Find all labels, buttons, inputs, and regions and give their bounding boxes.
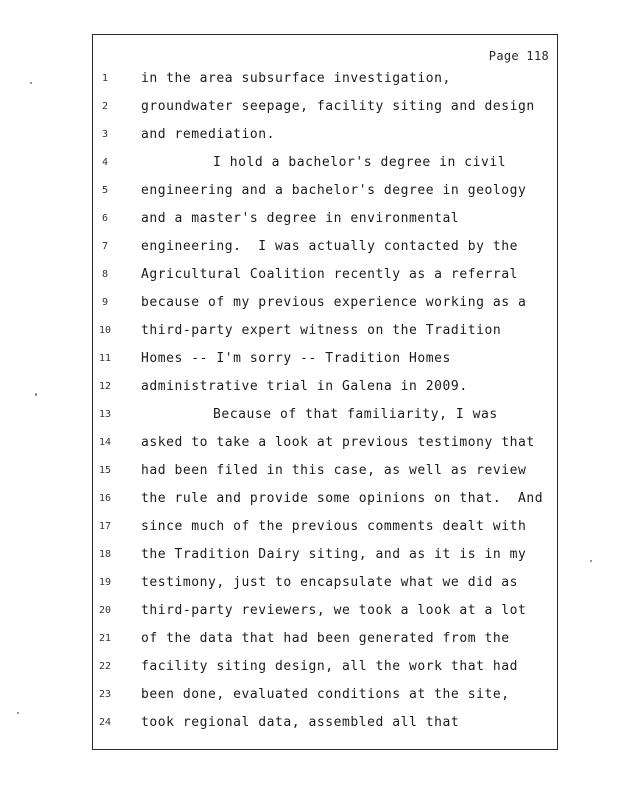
line-number: 24 [98,717,112,728]
line-text: facility siting design, all the work that had [141,659,518,674]
line-text: Homes -- I'm sorry -- Tradition Homes [141,351,451,366]
line-number: 3 [101,129,109,140]
transcript-line [93,685,557,705]
transcript-line [93,321,557,341]
scan-speck [35,393,37,396]
transcript-line [93,125,557,145]
line-text: third-party reviewers, we took a look at a lot [141,603,527,618]
line-number: 8 [101,269,109,280]
transcript-line [93,237,557,257]
line-text: since much of the previous comments dealt with [141,519,527,534]
line-text: of the data that had been generated from the [141,631,510,646]
transcript-line [93,97,557,117]
line-text: and a master's degree in environmental [141,211,460,226]
line-text: groundwater seepage, facility siting and design [141,99,535,114]
line-number: 6 [101,213,109,224]
line-text: in the area subsurface investigation, [141,71,451,86]
line-text: had been filed in this case, as well as review [141,463,527,478]
transcript-lines [93,35,557,749]
line-number: 12 [98,381,112,392]
line-text: Agricultural Coalition recently as a referral [141,267,518,282]
line-number: 13 [98,409,112,420]
line-text: third-party expert witness on the Tradition [141,323,502,338]
line-number: 23 [98,689,112,700]
line-text: been done, evaluated conditions at the site, [141,687,510,702]
line-text: the rule and provide some opinions on that. And [141,491,544,506]
transcript-line [93,293,557,313]
transcript-line [93,405,557,425]
line-text: testimony, just to encapsulate what we did as [141,575,518,590]
transcript-line [93,377,557,397]
line-text: and remediation. [141,127,276,142]
line-text: administrative trial in Galena in 2009. [141,379,468,394]
transcript-line [93,601,557,621]
transcript-line [93,573,557,593]
line-number: 20 [98,605,112,616]
line-number: 1 [101,73,109,84]
transcript-line [93,489,557,509]
transcript-line [93,545,557,565]
transcript-line [93,713,557,733]
transcript-line [93,657,557,677]
line-number: 7 [101,241,109,252]
transcript-line [93,209,557,229]
transcript-line [93,629,557,649]
line-text: the Tradition Dairy siting, and as it is in my [141,547,527,562]
line-number: 10 [98,325,112,336]
transcript-line [93,517,557,537]
line-number: 19 [98,577,112,588]
transcript-line [93,265,557,285]
line-number: 14 [98,437,112,448]
transcript-page [92,34,558,750]
line-number: 9 [101,297,109,308]
line-number: 22 [98,661,112,672]
line-number: 17 [98,521,112,532]
line-number: 18 [98,549,112,560]
line-text: Because of that familiarity, I was [213,407,498,422]
transcript-line [93,433,557,453]
transcript-line [93,69,557,89]
transcript-line [93,153,557,173]
line-text: engineering. I was actually contacted by the [141,239,518,254]
transcript-line [93,349,557,369]
scan-speck [590,560,592,562]
line-text: engineering and a bachelor's degree in geology [141,183,527,198]
line-number: 16 [98,493,112,504]
line-text: because of my previous experience working as a [141,295,527,310]
line-text: I hold a bachelor's degree in civil [213,155,507,170]
line-number: 15 [98,465,112,476]
line-number: 2 [101,101,109,112]
scan-speck [17,712,19,714]
line-number: 5 [101,185,109,196]
transcript-line [93,461,557,481]
line-text: asked to take a look at previous testimony that [141,435,535,450]
line-number: 11 [98,353,112,364]
transcript-line [93,181,557,201]
scan-speck [30,82,32,84]
line-number: 21 [98,633,112,644]
line-number: 4 [101,157,109,168]
page-number: Page 118 [488,49,549,63]
line-text: took regional data, assembled all that [141,715,460,730]
